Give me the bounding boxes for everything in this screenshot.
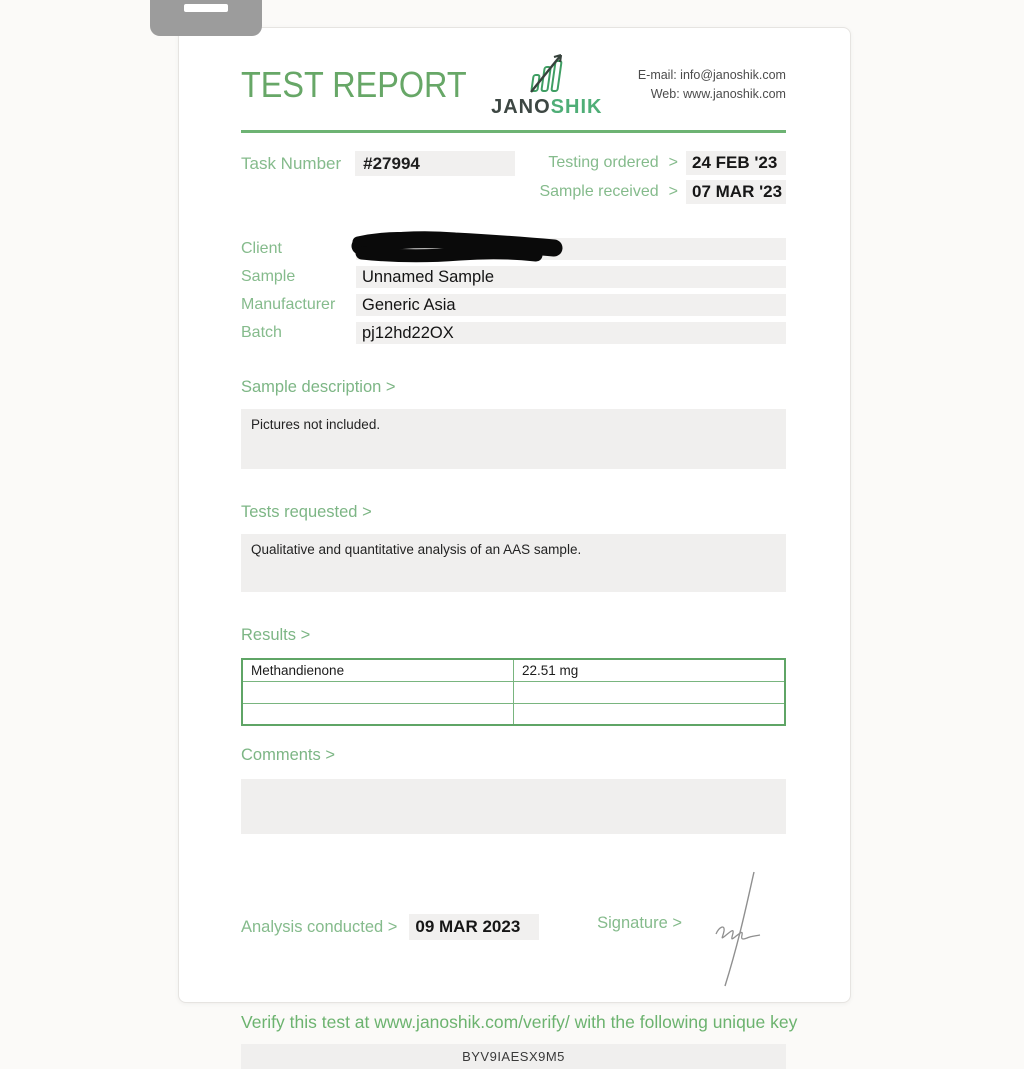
analysis-conducted-value: 09 MAR 2023: [409, 914, 539, 940]
contact-web: Web: www.janoshik.com: [650, 87, 786, 101]
manufacturer-row: [241, 294, 786, 316]
meta-row: [241, 151, 786, 204]
sample-label: Sample: [241, 268, 296, 285]
analysis-signature-row: [241, 882, 786, 972]
result-value-cell: [514, 681, 786, 703]
sample-received-label: Sample received: [539, 183, 659, 200]
logo-shik: SHIK: [550, 96, 603, 118]
signature-group: [597, 868, 766, 995]
sample-description-box: Pictures not included.: [241, 409, 786, 469]
client-row: [241, 238, 786, 260]
comments-box: [241, 779, 786, 834]
result-value-cell: 22.51 mg: [514, 659, 786, 681]
contact-email: E-mail: info@janoshik.com: [637, 67, 786, 82]
tests-requested-heading: Tests requested >: [241, 503, 372, 521]
task-number-group: [241, 151, 515, 176]
result-analyte-cell: [242, 703, 514, 725]
testing-ordered-row: [539, 151, 786, 175]
redaction-mark: [350, 231, 568, 265]
sample-info-fields: [241, 238, 786, 344]
task-number-label: Task Number: [241, 153, 342, 173]
tests-requested-box: Qualitative and quantitative analysis of an AAS sample.: [241, 534, 786, 592]
chevron-right-icon: >: [668, 154, 678, 171]
sample-value: Unnamed Sample: [356, 266, 786, 288]
signature-label: Signature >: [597, 914, 682, 932]
testing-ordered-value: 24 FEB '23: [686, 151, 786, 175]
browser-tab[interactable]: [150, 0, 262, 36]
batch-value: pj12hd22OX: [356, 322, 786, 344]
header-divider: [241, 130, 786, 133]
table-row: [242, 659, 785, 681]
analysis-conducted-group: [241, 914, 539, 940]
batch-label: Batch: [241, 324, 282, 341]
dates-group: [539, 151, 786, 204]
result-analyte-cell: [242, 681, 514, 703]
table-row: [242, 703, 785, 725]
tab-drag-handle[interactable]: [184, 4, 228, 12]
test-report-page: [178, 27, 851, 1064]
sample-received-value: 07 MAR '23: [686, 180, 786, 204]
contact-info: [638, 66, 786, 105]
page-title: TEST REPORT: [241, 64, 467, 105]
bar-chart-arrow-icon: [523, 51, 571, 98]
janoshik-logo: [491, 51, 602, 119]
analysis-conducted-label: Analysis conducted >: [241, 917, 398, 936]
client-value: [356, 238, 786, 260]
unique-key-box: BYV9IAESX9M5: [241, 1044, 786, 1069]
testing-ordered-label: Testing ordered: [548, 154, 659, 171]
verify-text: Verify this test at www.janoshik.com/verify/ with the following unique key: [241, 1012, 798, 1032]
logo-jano: JANO: [491, 96, 551, 118]
manufacturer-label: Manufacturer: [241, 296, 336, 313]
client-label: Client: [241, 240, 282, 257]
comments-heading: Comments >: [241, 746, 335, 764]
result-value-cell: [514, 703, 786, 725]
batch-row: [241, 322, 786, 344]
result-analyte-cell: Methandienone: [242, 659, 514, 681]
signature-icon: [696, 868, 766, 995]
task-number-value: #27994: [355, 151, 515, 176]
sample-received-row: [539, 180, 786, 204]
logo-wordmark: [491, 96, 602, 119]
sample-description-heading: Sample description >: [241, 378, 396, 396]
manufacturer-value: Generic Asia: [356, 294, 786, 316]
report-header: [241, 50, 786, 120]
results-table: [241, 658, 786, 726]
sample-row: [241, 266, 786, 288]
table-row: [242, 681, 785, 703]
chevron-right-icon: >: [668, 183, 678, 200]
results-heading: Results >: [241, 626, 311, 644]
